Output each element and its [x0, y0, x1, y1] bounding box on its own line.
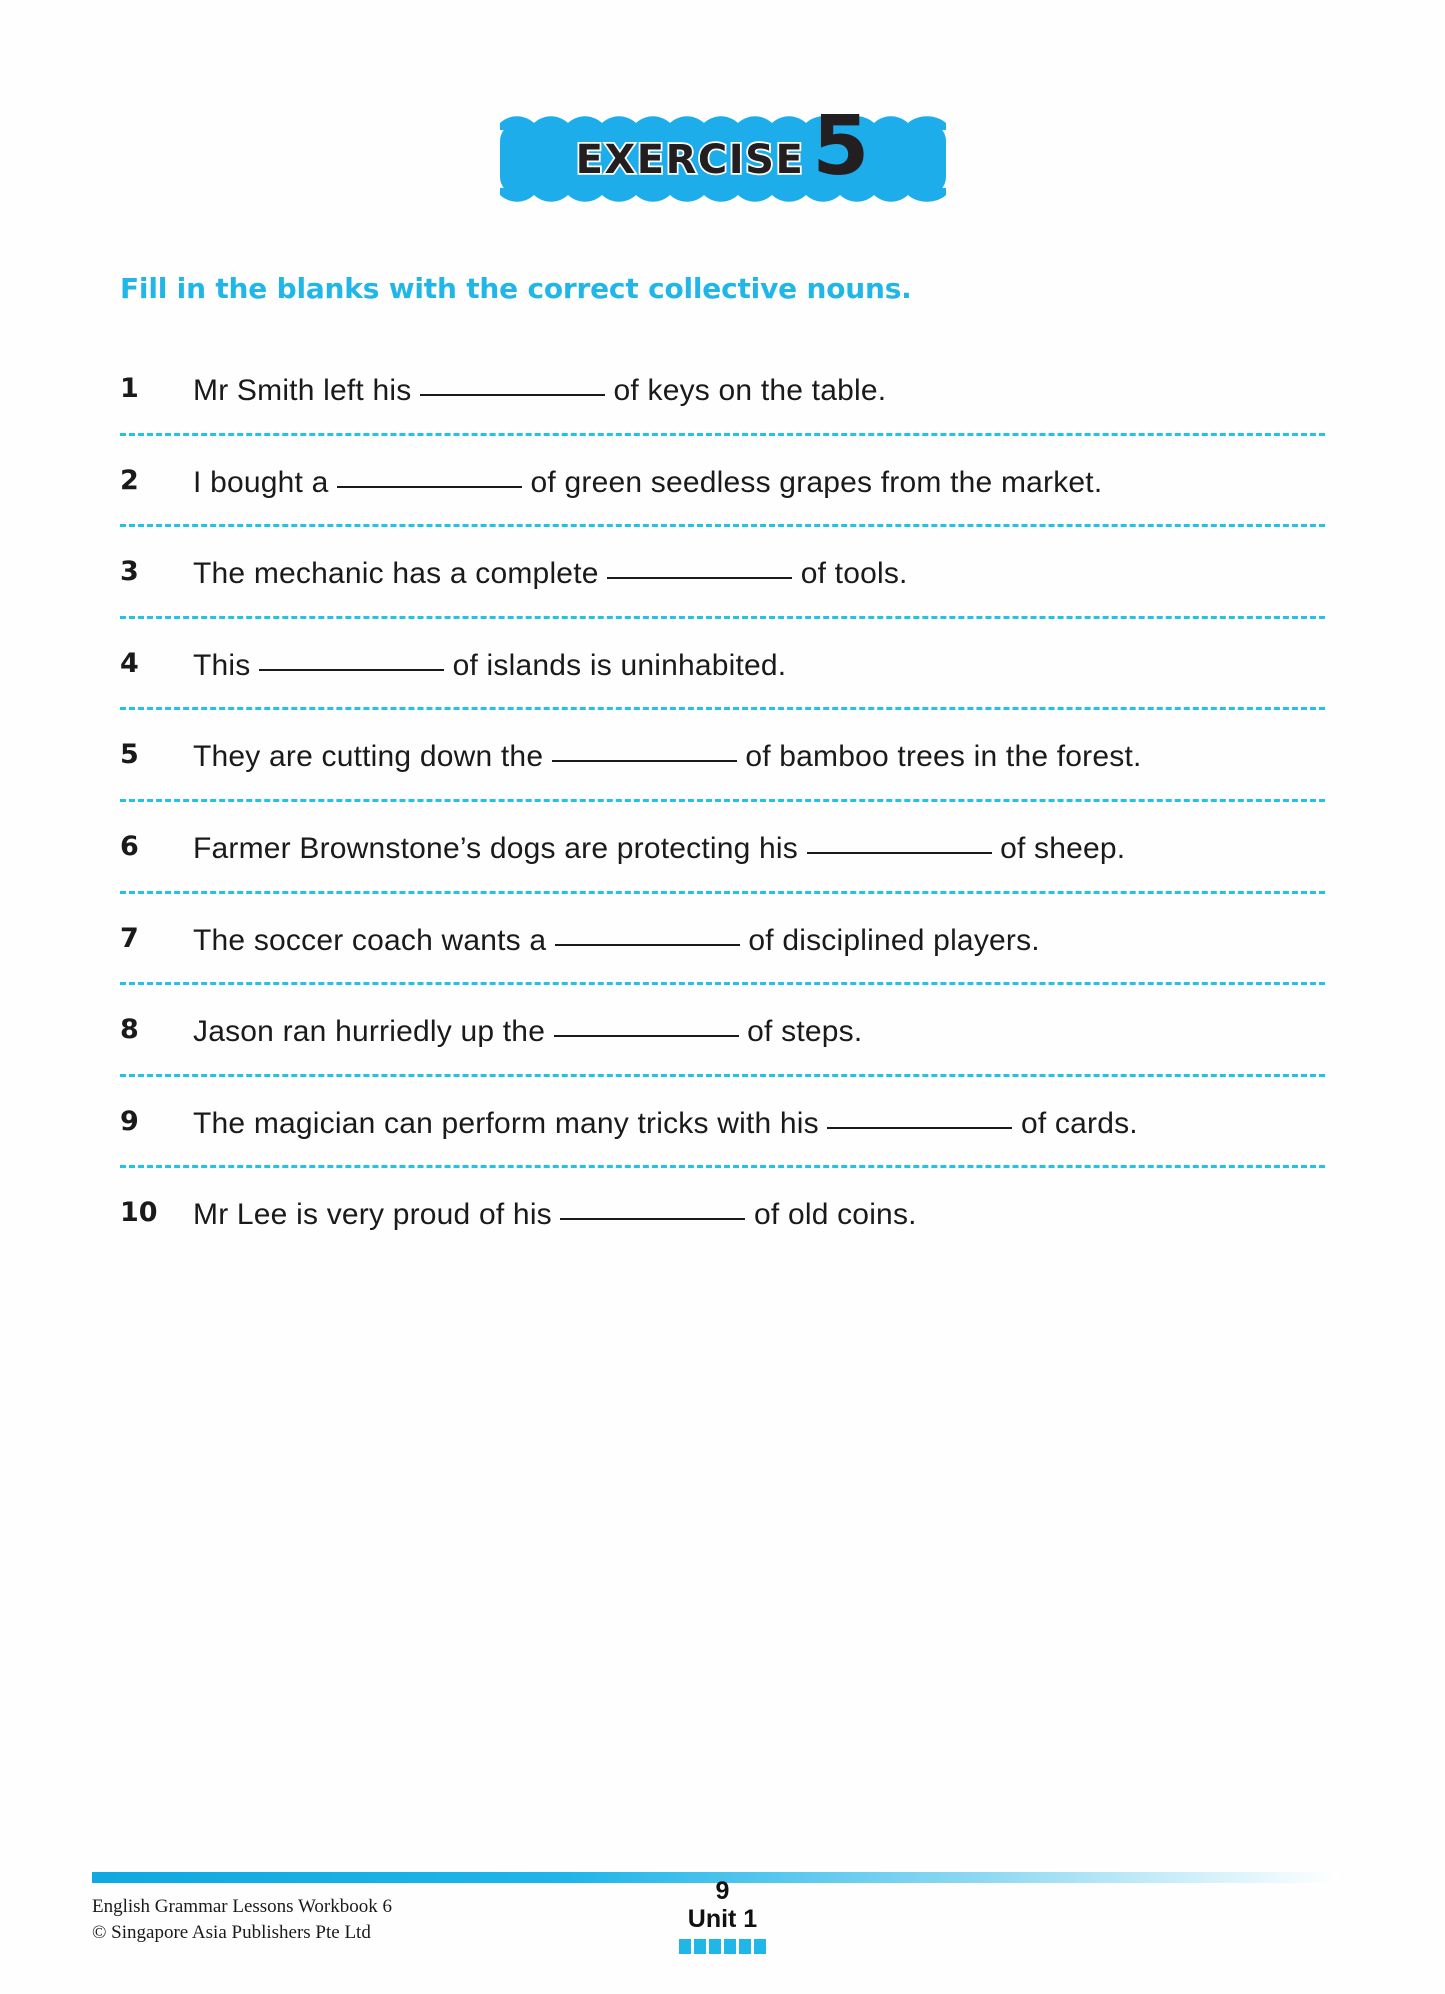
question-number: 1: [120, 373, 139, 404]
answer-blank[interactable]: [560, 1218, 745, 1220]
question-text-before-blank: Mr Smith left his: [193, 374, 412, 407]
answer-blank[interactable]: [607, 577, 792, 579]
question-text-before-blank: The soccer coach wants a: [193, 923, 547, 957]
question-number: 9: [120, 1105, 139, 1137]
question-separator: [120, 1074, 1325, 1077]
question-separator: [120, 982, 1325, 985]
question-text: [193, 1194, 1325, 1237]
question-separator: [120, 891, 1325, 894]
question-number: 6: [120, 830, 139, 862]
question-item: [120, 370, 1325, 413]
exercise-title: EXERCISE: [575, 137, 805, 183]
question-text-after-blank: of disciplined players.: [748, 923, 1040, 957]
question-number: 7: [120, 922, 139, 954]
exercise-banner: [0, 95, 1445, 200]
question-text-before-blank: The mechanic has a complete: [193, 557, 599, 591]
question-number: 5: [120, 739, 139, 771]
question-item: [120, 828, 1325, 871]
question-text: [193, 920, 1325, 963]
question-number: 2: [120, 464, 139, 496]
question-text: [193, 462, 1325, 505]
footer-title-line: English Grammar Lessons Workbook 6: [92, 1896, 392, 1917]
question-separator: [120, 1165, 1325, 1168]
answer-blank[interactable]: [555, 944, 740, 946]
question-number: 3: [120, 556, 139, 588]
question-text: [193, 736, 1325, 779]
question-text: [193, 370, 1325, 413]
unit-square: [679, 1939, 691, 1954]
question-item: [120, 736, 1325, 779]
footer-gradient-bar: [92, 1872, 1338, 1883]
answer-blank[interactable]: [554, 1035, 739, 1037]
question-text-before-blank: This: [193, 648, 251, 682]
question-separator: [120, 707, 1325, 710]
answer-blank[interactable]: [807, 852, 992, 854]
answer-blank[interactable]: [337, 486, 522, 488]
question-text-after-blank: of sheep.: [1000, 831, 1126, 865]
unit-square: [754, 1939, 766, 1954]
question-number: 4: [120, 647, 139, 679]
question-text-before-blank: Jason ran hurriedly up the: [193, 1015, 546, 1049]
answer-blank[interactable]: [552, 760, 737, 762]
unit-square: [694, 1939, 706, 1954]
question-separator: [120, 616, 1325, 619]
question-text: [193, 828, 1325, 871]
question-number: 10: [120, 1197, 158, 1229]
question-text-before-blank: The magician can perform many tricks with his: [193, 1106, 819, 1140]
question-text: [193, 553, 1325, 596]
question-text-after-blank: of tools.: [800, 557, 908, 591]
question-text-before-blank: Farmer Brownstone’s dogs are protecting his: [193, 831, 798, 865]
question-text: [193, 1103, 1325, 1146]
footer-publisher-info: [92, 1894, 392, 1946]
unit-square: [739, 1939, 751, 1954]
question-item: [120, 1194, 1325, 1237]
question-text-before-blank: I bought a: [193, 465, 329, 499]
question-text-after-blank: of green seedless grapes from the market.: [530, 465, 1103, 499]
question-item: [120, 1011, 1325, 1054]
question-separator: [120, 799, 1325, 802]
question-item: [120, 553, 1325, 596]
question-text-after-blank: of islands is uninhabited.: [452, 648, 787, 682]
page-number: 9: [715, 1877, 730, 1905]
question-text-after-blank: of bamboo trees in the forest.: [745, 740, 1142, 774]
question-text-after-blank: of old coins.: [753, 1198, 917, 1232]
question-text-after-blank: of cards.: [1020, 1106, 1138, 1140]
unit-label: Unit 1: [687, 1905, 758, 1934]
footer-copyright-line: © Singapore Asia Publishers Pte Ltd: [92, 1922, 371, 1944]
question-text-before-blank: They are cutting down the: [193, 740, 544, 774]
exercise-number: 5: [812, 99, 870, 194]
question-separator: [120, 433, 1325, 436]
question-text: [193, 1011, 1325, 1054]
unit-square: [724, 1939, 736, 1954]
question-text-after-blank: of keys on the table.: [613, 374, 887, 407]
question-text-before-blank: Mr Lee is very proud of his: [193, 1198, 552, 1232]
page-footer: [0, 1864, 1445, 1994]
question-item: [120, 920, 1325, 963]
question-text: [193, 645, 1325, 688]
question-item: [120, 462, 1325, 505]
question-number: 8: [120, 1014, 139, 1046]
answer-blank[interactable]: [827, 1127, 1012, 1129]
answer-blank[interactable]: [420, 394, 605, 396]
question-item: [120, 1103, 1325, 1146]
question-text-after-blank: of steps.: [747, 1015, 863, 1049]
answer-blank[interactable]: [259, 669, 444, 671]
question-separator: [120, 524, 1325, 527]
question-item: [120, 645, 1325, 688]
question-list: [120, 370, 1325, 1237]
unit-square: [709, 1939, 721, 1954]
instruction-text: Fill in the blanks with the correct collective nouns.: [120, 272, 912, 305]
